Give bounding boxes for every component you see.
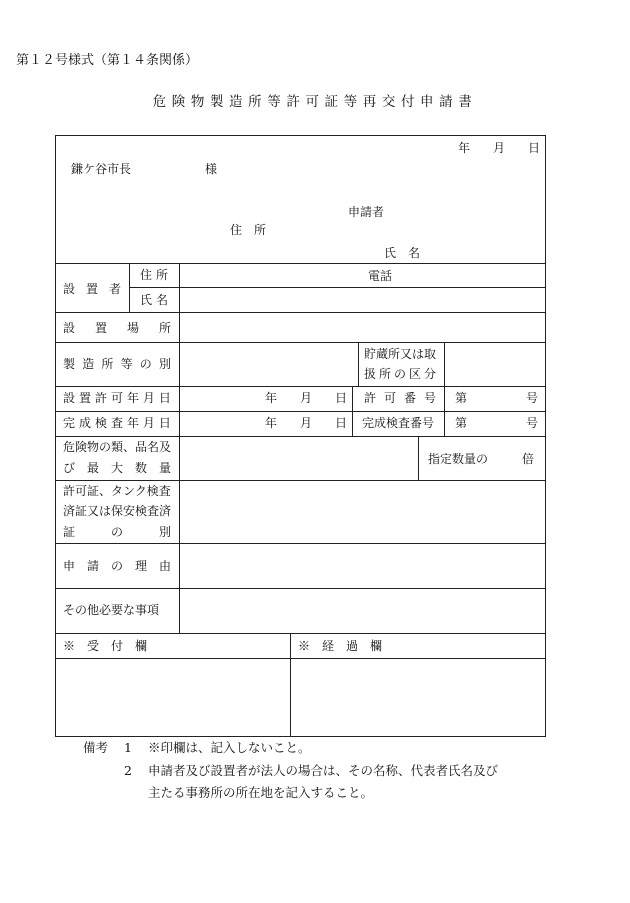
note-1-text: ※印欄は、記入しないこと。: [148, 740, 311, 755]
installer-label: 設 置 者: [63, 282, 121, 296]
permit-year: 年: [265, 391, 278, 405]
storage-class-label-1: 貯蔵所又は取: [364, 347, 437, 361]
times-label: 倍: [522, 452, 535, 466]
permit-date-label: 設 置 許 可 年 月 日: [63, 391, 171, 405]
inspection-month: 月: [300, 416, 313, 430]
hazard-label-2: び 最 大 数 量: [63, 461, 171, 475]
permit-number-suffix: 号: [526, 391, 539, 405]
reception-column-label: ※ 受 付 欄: [63, 639, 148, 653]
note-1-number: 1: [124, 740, 132, 755]
permit-ordinal: 第: [455, 391, 468, 405]
phone-label: 電話: [368, 269, 393, 283]
other-matters-label: その他必要な事項: [63, 603, 160, 617]
permit-number-label: 許 可 番 号: [364, 391, 436, 405]
certificate-label-2: 済証又は保安検査済: [63, 504, 172, 518]
certificate-label-1: 許可証、タンク検査: [63, 484, 171, 498]
year-label: 年: [458, 141, 471, 155]
permit-day: 日: [335, 391, 348, 405]
storage-class-label-2: 扱 所 の 区 分: [364, 367, 436, 381]
facility-type-label: 製 造 所 等 の 別: [63, 357, 171, 371]
honorific: 様: [205, 162, 218, 176]
inspection-number-suffix: 号: [526, 416, 539, 430]
installer-name-label: 氏 名: [140, 293, 168, 307]
location-label: 設 置 場 所: [63, 321, 171, 335]
reason-label: 申 請 の 理 由: [63, 559, 171, 573]
inspection-year: 年: [265, 416, 278, 430]
application-form-table: [55, 135, 546, 737]
inspection-day: 日: [335, 416, 348, 430]
installer-address-label: 住 所: [140, 268, 168, 282]
form-number: 第１２号様式（第１４条関係）: [16, 53, 199, 68]
applicant-label: 申請者: [348, 205, 385, 219]
month-label: 月: [493, 141, 506, 155]
designated-quantity-label: 指定数量の: [428, 452, 489, 466]
hazard-label-1: 危険物の類、品名及: [63, 440, 172, 454]
notes-label: 備考: [83, 740, 109, 755]
addressee: 鎌ケ谷市長: [71, 162, 132, 176]
inspection-number-label: 完成検査番号: [362, 416, 435, 430]
note-2-text-2: 主たる事務所の所在地を記入すること。: [148, 785, 374, 800]
applicant-address-label: 住 所: [230, 223, 267, 237]
permit-month: 月: [300, 391, 313, 405]
certificate-label-3: 証 の 別: [63, 525, 171, 539]
applicant-name-label: 氏 名: [384, 246, 421, 260]
note-2-number: 2: [124, 763, 132, 778]
document-title: 危険物製造所等許可証等再交付申請書: [152, 94, 478, 110]
progress-column-label: ※ 経 過 欄: [298, 639, 383, 653]
note-2-text-1: 申請者及び設置者が法人の場合は、その名称、代表者氏名及び: [148, 763, 499, 778]
inspection-date-label: 完 成 検 査 年 月 日: [63, 416, 171, 430]
day-label: 日: [528, 141, 541, 155]
inspection-ordinal: 第: [455, 416, 468, 430]
